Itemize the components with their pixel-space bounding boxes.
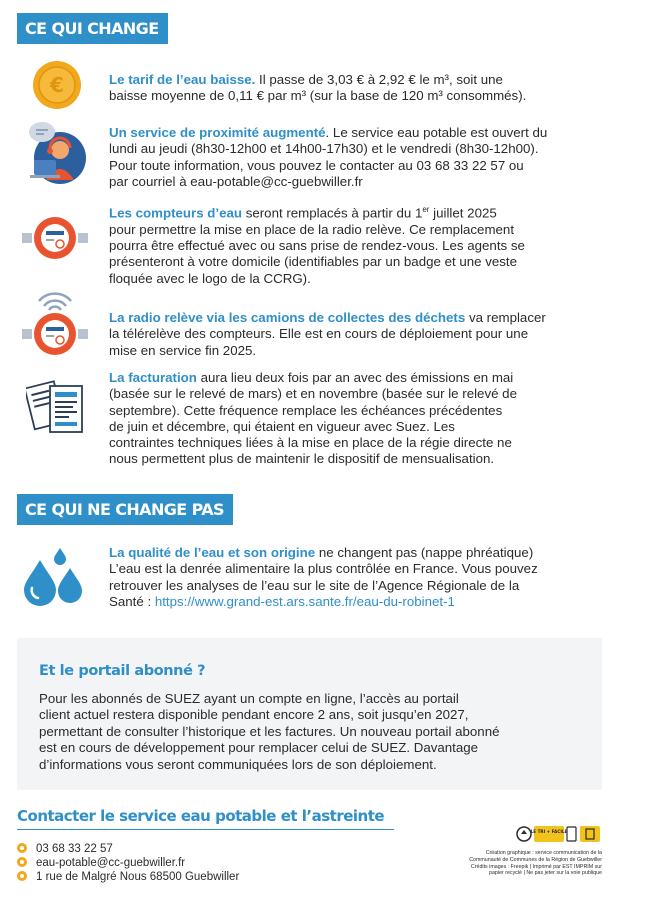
item-qualite-text: La qualité de l’eau et son origine ne changent pas (nappe phréatique) L’eau est la denrée alimentaire la plus contrôlée en France. Vous pouvez retrouver les analyses de l’eau sur le site de l’Agence Régionale de la Santé : https://www.grand-est.ars.sante.fr/eau-du-robinet-1: [109, 545, 538, 609]
contact-email[interactable]: eau-potable@cc-guebwiller.fr: [36, 857, 186, 869]
contact-address-row: [17, 871, 239, 883]
portal-title: Et le portail abonné ?: [39, 663, 206, 679]
item-radio-text: La radio relève via les camions de collectes des déchets va remplacer la télérelève des compteurs. Elle est en cours de déploiement pour une mise en service fin 2025.: [109, 310, 546, 358]
item-tarif-lead: Le tarif de l’eau baisse.: [109, 72, 256, 87]
contact-phone-row: [17, 843, 113, 855]
contact-phone[interactable]: 03 68 33 22 57: [36, 843, 113, 855]
item-radio-lead: La radio relève via les camions de collectes des déchets: [109, 310, 466, 325]
item-service-text: Un service de proximité augmenté. Le service eau potable est ouvert du lundi au jeudi (8h30-12h00 et 14h00-17h30) et le vendredi (8h30-12h00). Pour toute information, vous pouvez le contacter au 03 68 33 22 57 ou par courriel à eau-potable@cc-guebwiller.fr: [109, 125, 548, 189]
paper-logo-icon: [567, 827, 576, 841]
phone-icon: [17, 843, 27, 853]
item-facturation-lead: La facturation: [109, 370, 197, 385]
contact-address: 1 rue de Malgré Nous 68500 Guebwiller: [36, 871, 240, 883]
item-tarif-text: Le tarif de l’eau baisse. Il passe de 3,03 € à 2,92 € le m³, soit une baisse moyenne de 0,11 € par m³ (sur la base de 120 m³ consommés).: [109, 72, 527, 104]
item-compteurs-lead: Les compteurs d’eau: [109, 205, 243, 221]
call-center-icon: [26, 120, 88, 186]
section-title-no-change: CE QUI NE CHANGE PAS: [17, 494, 233, 525]
item-service-lead: Un service de proximité augmenté: [109, 125, 326, 140]
portal-info-panel: [17, 638, 602, 790]
partner-logos: [516, 823, 602, 845]
item-compteurs-text: Les compteurs d’eau seront remplacés à partir du 1er juillet 2025 pour permettre la mise en place de la radio relève. Ce remplacement pourra être effectué avec ou sans prise de rendez-vous. Les agents se présenteront à votre domicile (identifiables par un badge et une veste floquée avec le logo de la CCRG).: [109, 205, 525, 286]
tri-facile-text: LE TRI + FACILE: [530, 829, 568, 834]
ars-link[interactable]: https://www.grand-est.ars.sante.fr/eau-du-robinet-1: [154, 593, 455, 609]
radio-meter-icon: [22, 290, 88, 358]
item-qualite-lead: La qualité de l’eau et son origine: [109, 545, 316, 560]
portal-text: Pour les abonnés de SUEZ ayant un compte en ligne, l’accès au portail client actuel restera disponible pendant encore 2 ans, soit jusqu’en 2027, permettant de consulter l’historique et les factures. Un nouveau portail abonné est en cours de développement pour remplacer celui de SUEZ. Davantage d’informations vous seront communiquées lors de son déploiement.: [39, 691, 500, 772]
print-credits: Création graphique : service communication de la Communauté de Communes de la Région de Guebwiller Crédits images : Freepik | Imprimé par EST IMPRIM sur papier recyclé | Ne pas jeter sur la voie publique: [469, 850, 602, 877]
location-pin-icon: [17, 871, 27, 881]
contact-email-row: [17, 857, 185, 869]
euro-coin-icon: [32, 60, 82, 110]
water-drops-icon: [20, 546, 88, 606]
svg-text:€: €: [50, 73, 64, 97]
item-facturation-text: La facturation aura lieu deux fois par an avec des émissions en mai (basée sur le relevé de mars) et en novembre (basée sur le relevé de septembre). Cette fréquence remplace les échéances précédentes de juin et décembre, qui étaient en vigueur avec Suez. Les contraintes techniques liées à la mise en place de la régie directe ne nous permettent plus de maintenir le dispositif de mensualisation.: [109, 370, 517, 467]
contact-title: Contacter le service eau potable et l’astreinte: [17, 807, 394, 830]
water-meter-icon: [22, 216, 88, 260]
email-icon: [17, 857, 27, 867]
invoice-documents-icon: [26, 374, 88, 438]
section-title-changes: CE QUI CHANGE: [17, 13, 168, 44]
